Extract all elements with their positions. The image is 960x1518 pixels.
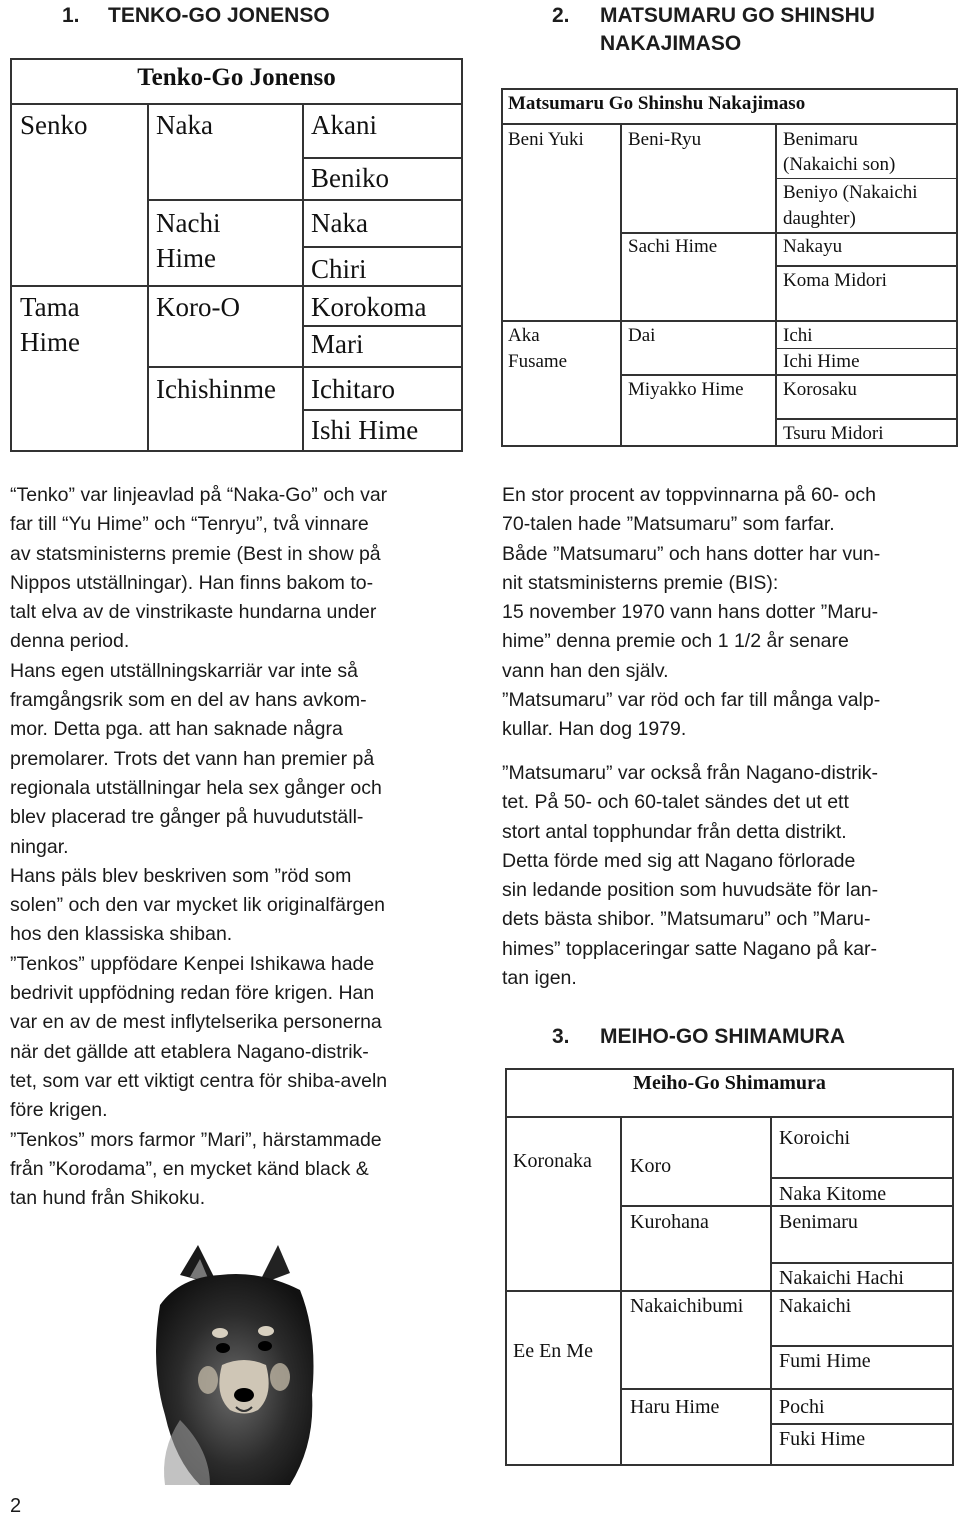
cell-senko: Senko: [20, 110, 88, 140]
section-2-title-line2: NAKAJIMASO: [600, 32, 742, 55]
cell-tama: Tama: [20, 292, 80, 322]
cell-koma-midori: Koma Midori: [783, 270, 887, 291]
table-title: Meiho-Go Shimamura: [633, 1072, 826, 1094]
cell-koro: Koro: [630, 1155, 672, 1177]
section-3-number: 3.: [552, 1025, 570, 1048]
cell-nachi-hime: Hime: [156, 243, 216, 273]
text-line: 70-talen hade ”Matsumaru” som farfar.: [502, 513, 835, 536]
cell-koro-o: Koro-O: [156, 292, 240, 322]
text-line: mor. Detta pga. att han saknade några: [10, 718, 343, 741]
cell-kurohana: Kurohana: [630, 1211, 709, 1233]
cell-tama-hime: Hime: [20, 327, 80, 357]
cell-fumi-hime: Fumi Hime: [779, 1350, 871, 1372]
text-line: En stor procent av toppvinnarna på 60- och: [502, 484, 876, 506]
section-2-number: 2.: [552, 4, 570, 27]
cell-akani: Akani: [311, 110, 377, 140]
text-line: hime” denna premie och 1 1/2 år senare: [502, 630, 849, 653]
cell-aka: Aka: [508, 325, 540, 346]
text-line: Hans egen utställningskarriär var inte så: [10, 659, 358, 682]
cell-nakaichi-hachi: Nakaichi Hachi: [779, 1267, 904, 1289]
text-line: regionala utställningar hela sex gånger och: [10, 776, 382, 799]
text-line: tet. På 50- och 60-talet sändes det ut ett: [502, 791, 849, 814]
cell-ichitaro: Ichitaro: [311, 374, 395, 404]
cell-dai: Dai: [628, 325, 656, 346]
cell-fuki-hime: Fuki Hime: [779, 1428, 866, 1450]
cell-nakaichi-son: (Nakaichi son): [783, 154, 896, 175]
table-title: Tenko-Go Jonenso: [137, 64, 336, 91]
cell-naka-2: Naka: [311, 208, 368, 238]
cell-koronaka: Koronaka: [513, 1150, 592, 1172]
text-line: “Tenko” var linjeavlad på “Naka-Go” och var: [10, 484, 388, 506]
section-2-title-line1: MATSUMARU GO SHINSHU: [600, 4, 875, 27]
text-line: bedrivit uppfödning redan före krigen. Han: [10, 982, 375, 1005]
cell-naka-kitome: Naka Kitome: [779, 1183, 887, 1205]
cell-ishi-hime: Ishi Hime: [311, 415, 419, 445]
text-line: tan hund från Shikoku.: [10, 1187, 206, 1210]
cell-benimaru: Benimaru: [783, 129, 858, 150]
text-line: Nippos utställningar). Han finns bakom to-: [10, 571, 374, 594]
text-line: nit statsministerns premie (BIS):: [502, 571, 779, 594]
text-line: tan igen.: [502, 967, 577, 990]
right-text-column-a: [502, 481, 957, 745]
section-1-title: TENKO-GO JONENSO: [108, 4, 330, 27]
text-line: dets bästa shibor. ”Matsumaru” och ”Maru-: [502, 908, 871, 931]
section-1-number: 1.: [62, 4, 80, 27]
text-line: ”Matsumaru” var röd och far till många valp-: [502, 689, 881, 712]
text-line: av statsministerns premie (Best in show på: [10, 542, 381, 565]
cell-beniyo-daughter: daughter): [783, 208, 856, 229]
shiba-dog-illustration: [140, 1245, 330, 1495]
text-line: var en av de mest inflytelserika personerna: [10, 1011, 382, 1034]
text-line: blev placerad tre gånger på huvudutställ-: [10, 806, 364, 829]
text-line: före krigen.: [10, 1099, 108, 1122]
cell-pochi: Pochi: [779, 1396, 825, 1418]
cell-korokoma: Korokoma: [311, 292, 427, 322]
text-line: när det gällde att etablera Nagano-distrik-: [10, 1040, 369, 1063]
cell-haru-hime: Haru Hime: [630, 1396, 720, 1418]
right-text-column-b: [502, 759, 957, 993]
text-line: ”Tenkos” uppfödare Kenpei Ishikawa hade: [10, 952, 375, 975]
cell-korosaku: Korosaku: [783, 379, 857, 400]
cell-ichi: Ichi: [783, 325, 813, 346]
text-line: sin ledande position som huvudsäte för lan-: [502, 879, 879, 902]
cell-nachi: Nachi: [156, 208, 221, 238]
text-line: far till “Yu Hime” och “Tenryu”, två vinnare: [10, 513, 369, 536]
text-line: denna period.: [10, 630, 130, 653]
cell-nakaichi: Nakaichi: [779, 1295, 852, 1317]
text-line: ningar.: [10, 835, 69, 858]
text-line: framgångsrik som en del av hans avkom-: [10, 689, 367, 712]
page-number: 2: [10, 1495, 22, 1517]
cell-chiri: Chiri: [311, 254, 367, 284]
text-line: hos den klassiska shiban.: [10, 923, 233, 946]
cell-naka: Naka: [156, 110, 213, 140]
cell-koroichi: Koroichi: [779, 1127, 851, 1149]
text-line: solen” och den var mycket lik originalfärgen: [10, 894, 386, 917]
text-line: premolarer. Trots det vann han premier på: [10, 747, 375, 770]
left-text-column: [10, 481, 463, 1213]
cell-mari: Mari: [311, 329, 364, 359]
cell-tsuru-midori: Tsuru Midori: [783, 423, 884, 444]
table-title: Matsumaru Go Shinshu Nakajimaso: [508, 93, 806, 114]
text-line: himes” topplaceringar satte Nagano på kar-: [502, 937, 878, 960]
cell-beniko: Beniko: [311, 163, 389, 193]
cell-ichishinme: Ichishinme: [156, 374, 276, 404]
text-line: tet, som var ett viktigt centra för shiba-aveln: [10, 1069, 388, 1092]
cell-nakaichibumi: Nakaichibumi: [630, 1295, 744, 1317]
section-3-title: MEIHO-GO SHIMAMURA: [600, 1025, 845, 1048]
text-line: ”Matsumaru” var också från Nagano-distrik-: [502, 762, 879, 784]
cell-beniyo: Beniyo (Nakaichi: [783, 182, 918, 203]
cell-fusame: Fusame: [508, 351, 568, 372]
cell-benimaru: Benimaru: [779, 1211, 858, 1233]
text-line: talt elva av de vinstrikaste hundarna under: [10, 601, 377, 624]
text-line: Både ”Matsumaru” och hans dotter har vun-: [502, 542, 881, 565]
cell-nakayu: Nakayu: [783, 236, 843, 257]
cell-sachi-hime: Sachi Hime: [628, 236, 718, 257]
cell-ichi-hime: Ichi Hime: [783, 351, 860, 372]
cell-beni-yuki: Beni Yuki: [508, 129, 584, 150]
text-line: vann han den själv.: [502, 659, 669, 682]
cell-ee-en-me: Ee En Me: [513, 1340, 593, 1362]
text-line: från ”Korodama”, en mycket känd black &: [10, 1157, 369, 1180]
cell-miyakko-hime: Miyakko Hime: [628, 379, 744, 400]
cell-beni-ryu: Beni-Ryu: [628, 129, 702, 150]
text-line: kullar. Han dog 1979.: [502, 718, 687, 741]
text-line: ”Tenkos” mors farmor ”Mari”, härstammade: [10, 1128, 382, 1151]
text-line: stort antal topphundar från detta distrikt.: [502, 820, 847, 843]
text-line: Hans päls blev beskriven som ”röd som: [10, 864, 352, 887]
text-line: 15 november 1970 vann hans dotter ”Maru-: [502, 601, 879, 624]
text-line: Detta förde med sig att Nagano förlorade: [502, 849, 856, 872]
